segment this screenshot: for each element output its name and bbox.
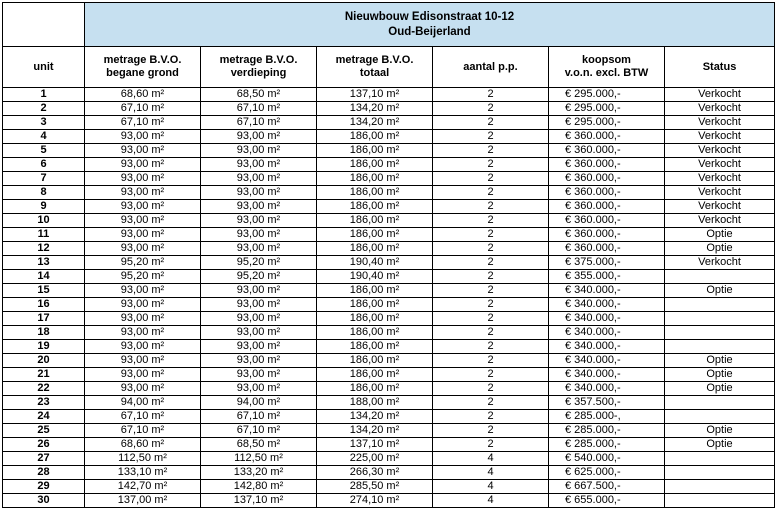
status-cell: Verkocht — [665, 102, 775, 116]
table-row — [3, 326, 775, 340]
price-cell: € 285.000,- — [549, 424, 665, 438]
col-header-bvo-floor: metrage B.V.O. verdieping — [201, 47, 317, 88]
table-row — [3, 466, 775, 480]
unit-cell: 30 — [3, 494, 85, 508]
bvo-floor-cell: 93,00 m² — [201, 298, 317, 312]
unit-cell: 23 — [3, 396, 85, 410]
table-row — [3, 186, 775, 200]
price-cell: € 340.000,- — [549, 284, 665, 298]
bvo-ground-cell: 94,00 m² — [85, 396, 201, 410]
unit-cell: 8 — [3, 186, 85, 200]
bvo-total-cell: 225,00 m² — [317, 452, 433, 466]
bvo-ground-cell: 93,00 m² — [85, 312, 201, 326]
table-row — [3, 228, 775, 242]
bvo-ground-cell: 142,70 m² — [85, 480, 201, 494]
bvo-floor-cell: 93,00 m² — [201, 158, 317, 172]
bvo-total-cell: 134,20 m² — [317, 424, 433, 438]
table-row — [3, 410, 775, 424]
col-header-bvo-total: metrage B.V.O. totaal — [317, 47, 433, 88]
price-cell: € 360.000,- — [549, 228, 665, 242]
status-cell — [665, 298, 775, 312]
status-cell: Verkocht — [665, 130, 775, 144]
bvo-floor-cell: 93,00 m² — [201, 130, 317, 144]
unit-cell: 27 — [3, 452, 85, 466]
table-row — [3, 242, 775, 256]
status-cell: Verkocht — [665, 116, 775, 130]
parking-cell: 2 — [433, 326, 549, 340]
unit-cell: 4 — [3, 130, 85, 144]
bvo-ground-cell: 133,10 m² — [85, 466, 201, 480]
bvo-total-cell: 186,00 m² — [317, 326, 433, 340]
col-header-unit: unit — [3, 47, 85, 88]
status-cell: Optie — [665, 368, 775, 382]
unit-cell: 22 — [3, 382, 85, 396]
bvo-ground-cell: 93,00 m² — [85, 284, 201, 298]
table-row — [3, 368, 775, 382]
price-cell: € 295.000,- — [549, 88, 665, 102]
bvo-floor-cell: 95,20 m² — [201, 256, 317, 270]
price-cell: € 360.000,- — [549, 144, 665, 158]
bvo-total-cell: 285,50 m² — [317, 480, 433, 494]
bvo-total-cell: 186,00 m² — [317, 242, 433, 256]
bvo-ground-cell: 93,00 m² — [85, 214, 201, 228]
bvo-floor-cell: 93,00 m² — [201, 242, 317, 256]
bvo-ground-cell: 93,00 m² — [85, 326, 201, 340]
price-cell: € 355.000,- — [549, 270, 665, 284]
parking-cell: 2 — [433, 242, 549, 256]
bvo-floor-cell: 67,10 m² — [201, 116, 317, 130]
table-row — [3, 214, 775, 228]
status-cell: Optie — [665, 438, 775, 452]
table-row — [3, 396, 775, 410]
table-row — [3, 480, 775, 494]
bvo-floor-cell: 67,10 m² — [201, 102, 317, 116]
bvo-ground-cell: 112,50 m² — [85, 452, 201, 466]
status-cell — [665, 312, 775, 326]
status-cell: Optie — [665, 228, 775, 242]
bvo-total-cell: 190,40 m² — [317, 270, 433, 284]
bvo-floor-cell: 95,20 m² — [201, 270, 317, 284]
unit-cell: 1 — [3, 88, 85, 102]
bvo-floor-cell: 93,00 m² — [201, 312, 317, 326]
status-cell — [665, 340, 775, 354]
bvo-total-cell: 134,20 m² — [317, 116, 433, 130]
parking-cell: 2 — [433, 200, 549, 214]
price-cell: € 285.000,- — [549, 438, 665, 452]
table-row — [3, 88, 775, 102]
bvo-floor-cell: 68,50 m² — [201, 438, 317, 452]
parking-cell: 2 — [433, 256, 549, 270]
bvo-total-cell: 186,00 m² — [317, 186, 433, 200]
bvo-floor-cell: 112,50 m² — [201, 452, 317, 466]
status-cell: Optie — [665, 284, 775, 298]
table-row — [3, 382, 775, 396]
parking-cell: 2 — [433, 382, 549, 396]
bvo-ground-cell: 93,00 m² — [85, 368, 201, 382]
price-cell: € 295.000,- — [549, 116, 665, 130]
status-cell: Verkocht — [665, 186, 775, 200]
parking-cell: 2 — [433, 228, 549, 242]
unit-cell: 20 — [3, 354, 85, 368]
bvo-floor-cell: 68,50 m² — [201, 88, 317, 102]
bvo-total-cell: 186,00 m² — [317, 130, 433, 144]
status-cell — [665, 480, 775, 494]
status-cell: Verkocht — [665, 256, 775, 270]
table-row — [3, 256, 775, 270]
bvo-total-cell: 190,40 m² — [317, 256, 433, 270]
parking-cell: 2 — [433, 298, 549, 312]
title-line-2: Oud-Beijerland — [388, 25, 471, 38]
status-cell: Verkocht — [665, 172, 775, 186]
bvo-ground-cell: 93,00 m² — [85, 200, 201, 214]
bvo-total-cell: 186,00 m² — [317, 368, 433, 382]
bvo-floor-cell: 93,00 m² — [201, 368, 317, 382]
status-cell: Optie — [665, 354, 775, 368]
unit-cell: 10 — [3, 214, 85, 228]
unit-cell: 3 — [3, 116, 85, 130]
bvo-total-cell: 266,30 m² — [317, 466, 433, 480]
price-cell: € 285.000-, — [549, 410, 665, 424]
status-cell — [665, 326, 775, 340]
price-cell: € 375.000,- — [549, 256, 665, 270]
unit-cell: 6 — [3, 158, 85, 172]
bvo-ground-cell: 93,00 m² — [85, 242, 201, 256]
bvo-ground-cell: 93,00 m² — [85, 340, 201, 354]
bvo-ground-cell: 95,20 m² — [85, 270, 201, 284]
bvo-floor-cell: 93,00 m² — [201, 172, 317, 186]
status-cell — [665, 396, 775, 410]
parking-cell: 2 — [433, 312, 549, 326]
parking-cell: 2 — [433, 214, 549, 228]
bvo-total-cell: 186,00 m² — [317, 382, 433, 396]
table-row — [3, 200, 775, 214]
bvo-floor-cell: 93,00 m² — [201, 200, 317, 214]
bvo-floor-cell: 67,10 m² — [201, 424, 317, 438]
price-cell: € 357.500,- — [549, 396, 665, 410]
table-row — [3, 270, 775, 284]
parking-cell: 4 — [433, 494, 549, 508]
bvo-total-cell: 274,10 m² — [317, 494, 433, 508]
bvo-ground-cell: 68,60 m² — [85, 88, 201, 102]
parking-cell: 2 — [433, 172, 549, 186]
bvo-total-cell: 186,00 m² — [317, 144, 433, 158]
status-cell: Verkocht — [665, 158, 775, 172]
pricing-table — [2, 2, 775, 508]
price-cell: € 340.000,- — [549, 298, 665, 312]
table-row — [3, 172, 775, 186]
bvo-floor-cell: 93,00 m² — [201, 326, 317, 340]
status-cell — [665, 466, 775, 480]
parking-cell: 2 — [433, 102, 549, 116]
unit-cell: 18 — [3, 326, 85, 340]
unit-cell: 24 — [3, 410, 85, 424]
bvo-total-cell: 134,20 m² — [317, 102, 433, 116]
title-row — [3, 3, 775, 47]
title-blank-cell — [3, 3, 85, 47]
parking-cell: 2 — [433, 284, 549, 298]
unit-cell: 11 — [3, 228, 85, 242]
price-cell: € 340.000,- — [549, 382, 665, 396]
bvo-floor-cell: 93,00 m² — [201, 214, 317, 228]
bvo-ground-cell: 93,00 m² — [85, 228, 201, 242]
status-cell — [665, 494, 775, 508]
unit-cell: 5 — [3, 144, 85, 158]
price-cell: € 360.000,- — [549, 186, 665, 200]
status-cell: Optie — [665, 242, 775, 256]
col-header-status: Status — [665, 47, 775, 88]
unit-cell: 21 — [3, 368, 85, 382]
price-cell: € 295.000,- — [549, 102, 665, 116]
status-cell — [665, 270, 775, 284]
status-cell: Verkocht — [665, 144, 775, 158]
bvo-floor-cell: 137,10 m² — [201, 494, 317, 508]
unit-cell: 26 — [3, 438, 85, 452]
bvo-floor-cell: 93,00 m² — [201, 382, 317, 396]
unit-cell: 15 — [3, 284, 85, 298]
table-row — [3, 298, 775, 312]
bvo-total-cell: 186,00 m² — [317, 354, 433, 368]
bvo-ground-cell: 93,00 m² — [85, 144, 201, 158]
table-row — [3, 438, 775, 452]
price-cell: € 655.000,- — [549, 494, 665, 508]
bvo-ground-cell: 67,10 m² — [85, 116, 201, 130]
price-cell: € 340.000,- — [549, 340, 665, 354]
price-cell: € 667.500,- — [549, 480, 665, 494]
bvo-ground-cell: 67,10 m² — [85, 424, 201, 438]
table-row — [3, 102, 775, 116]
unit-cell: 29 — [3, 480, 85, 494]
unit-cell: 13 — [3, 256, 85, 270]
bvo-floor-cell: 94,00 m² — [201, 396, 317, 410]
unit-cell: 12 — [3, 242, 85, 256]
bvo-floor-cell: 93,00 m² — [201, 284, 317, 298]
bvo-total-cell: 186,00 m² — [317, 340, 433, 354]
price-cell: € 340.000,- — [549, 368, 665, 382]
bvo-total-cell: 186,00 m² — [317, 172, 433, 186]
price-cell: € 340.000,- — [549, 312, 665, 326]
parking-cell: 2 — [433, 438, 549, 452]
parking-cell: 2 — [433, 396, 549, 410]
bvo-ground-cell: 93,00 m² — [85, 158, 201, 172]
unit-cell: 9 — [3, 200, 85, 214]
unit-cell: 16 — [3, 298, 85, 312]
parking-cell: 2 — [433, 354, 549, 368]
parking-cell: 4 — [433, 466, 549, 480]
bvo-ground-cell: 68,60 m² — [85, 438, 201, 452]
unit-cell: 17 — [3, 312, 85, 326]
status-cell: Verkocht — [665, 88, 775, 102]
bvo-total-cell: 186,00 m² — [317, 214, 433, 228]
parking-cell: 2 — [433, 116, 549, 130]
bvo-ground-cell: 93,00 m² — [85, 186, 201, 200]
unit-cell: 19 — [3, 340, 85, 354]
parking-cell: 2 — [433, 424, 549, 438]
parking-cell: 2 — [433, 270, 549, 284]
parking-cell: 2 — [433, 158, 549, 172]
bvo-ground-cell: 67,10 m² — [85, 102, 201, 116]
bvo-floor-cell: 93,00 m² — [201, 354, 317, 368]
bvo-floor-cell: 93,00 m² — [201, 228, 317, 242]
parking-cell: 2 — [433, 410, 549, 424]
bvo-total-cell: 186,00 m² — [317, 228, 433, 242]
unit-cell: 2 — [3, 102, 85, 116]
table-row — [3, 354, 775, 368]
bvo-ground-cell: 137,00 m² — [85, 494, 201, 508]
status-cell: Optie — [665, 382, 775, 396]
price-cell: € 360.000,- — [549, 158, 665, 172]
table-row — [3, 130, 775, 144]
parking-cell: 4 — [433, 480, 549, 494]
table-row — [3, 116, 775, 130]
price-cell: € 625.000,- — [549, 466, 665, 480]
price-cell: € 360.000,- — [549, 130, 665, 144]
parking-cell: 2 — [433, 88, 549, 102]
parking-cell: 2 — [433, 340, 549, 354]
table-row — [3, 144, 775, 158]
bvo-ground-cell: 93,00 m² — [85, 130, 201, 144]
bvo-total-cell: 186,00 m² — [317, 298, 433, 312]
price-cell: € 340.000,- — [549, 326, 665, 340]
bvo-floor-cell: 93,00 m² — [201, 144, 317, 158]
table-row — [3, 312, 775, 326]
price-cell: € 360.000,- — [549, 172, 665, 186]
status-cell: Optie — [665, 424, 775, 438]
col-header-bvo-ground: metrage B.V.O. begane grond — [85, 47, 201, 88]
parking-cell: 2 — [433, 144, 549, 158]
bvo-ground-cell: 67,10 m² — [85, 410, 201, 424]
bvo-total-cell: 186,00 m² — [317, 312, 433, 326]
table-row — [3, 452, 775, 466]
col-header-parking: aantal p.p. — [433, 47, 549, 88]
bvo-total-cell: 186,00 m² — [317, 158, 433, 172]
table-row — [3, 424, 775, 438]
price-cell: € 340.000,- — [549, 354, 665, 368]
price-cell: € 360.000,- — [549, 200, 665, 214]
bvo-total-cell: 137,10 m² — [317, 438, 433, 452]
unit-cell: 25 — [3, 424, 85, 438]
parking-cell: 2 — [433, 186, 549, 200]
col-header-price: koopsom v.o.n. excl. BTW — [549, 47, 665, 88]
parking-cell: 4 — [433, 452, 549, 466]
status-cell — [665, 452, 775, 466]
unit-cell: 28 — [3, 466, 85, 480]
title-line-1: Nieuwbouw Edisonstraat 10-12 — [344, 10, 515, 23]
bvo-floor-cell: 93,00 m² — [201, 186, 317, 200]
header-row — [3, 47, 775, 88]
bvo-total-cell: 134,20 m² — [317, 410, 433, 424]
table-row — [3, 158, 775, 172]
bvo-floor-cell: 133,20 m² — [201, 466, 317, 480]
bvo-floor-cell: 93,00 m² — [201, 340, 317, 354]
bvo-ground-cell: 93,00 m² — [85, 298, 201, 312]
price-cell: € 540.000,- — [549, 452, 665, 466]
status-cell — [665, 410, 775, 424]
bvo-total-cell: 186,00 m² — [317, 284, 433, 298]
parking-cell: 2 — [433, 368, 549, 382]
bvo-total-cell: 186,00 m² — [317, 200, 433, 214]
bvo-total-cell: 137,10 m² — [317, 88, 433, 102]
bvo-total-cell: 188,00 m² — [317, 396, 433, 410]
price-cell: € 360.000,- — [549, 214, 665, 228]
table-row — [3, 340, 775, 354]
status-cell: Verkocht — [665, 200, 775, 214]
bvo-ground-cell: 93,00 m² — [85, 172, 201, 186]
unit-cell: 7 — [3, 172, 85, 186]
table-row — [3, 494, 775, 508]
bvo-floor-cell: 67,10 m² — [201, 410, 317, 424]
bvo-ground-cell: 95,20 m² — [85, 256, 201, 270]
price-cell: € 360.000,- — [549, 242, 665, 256]
table-row — [3, 284, 775, 298]
bvo-ground-cell: 93,00 m² — [85, 354, 201, 368]
status-cell: Verkocht — [665, 214, 775, 228]
bvo-floor-cell: 142,80 m² — [201, 480, 317, 494]
unit-cell: 14 — [3, 270, 85, 284]
bvo-ground-cell: 93,00 m² — [85, 382, 201, 396]
parking-cell: 2 — [433, 130, 549, 144]
table-title — [85, 3, 775, 47]
